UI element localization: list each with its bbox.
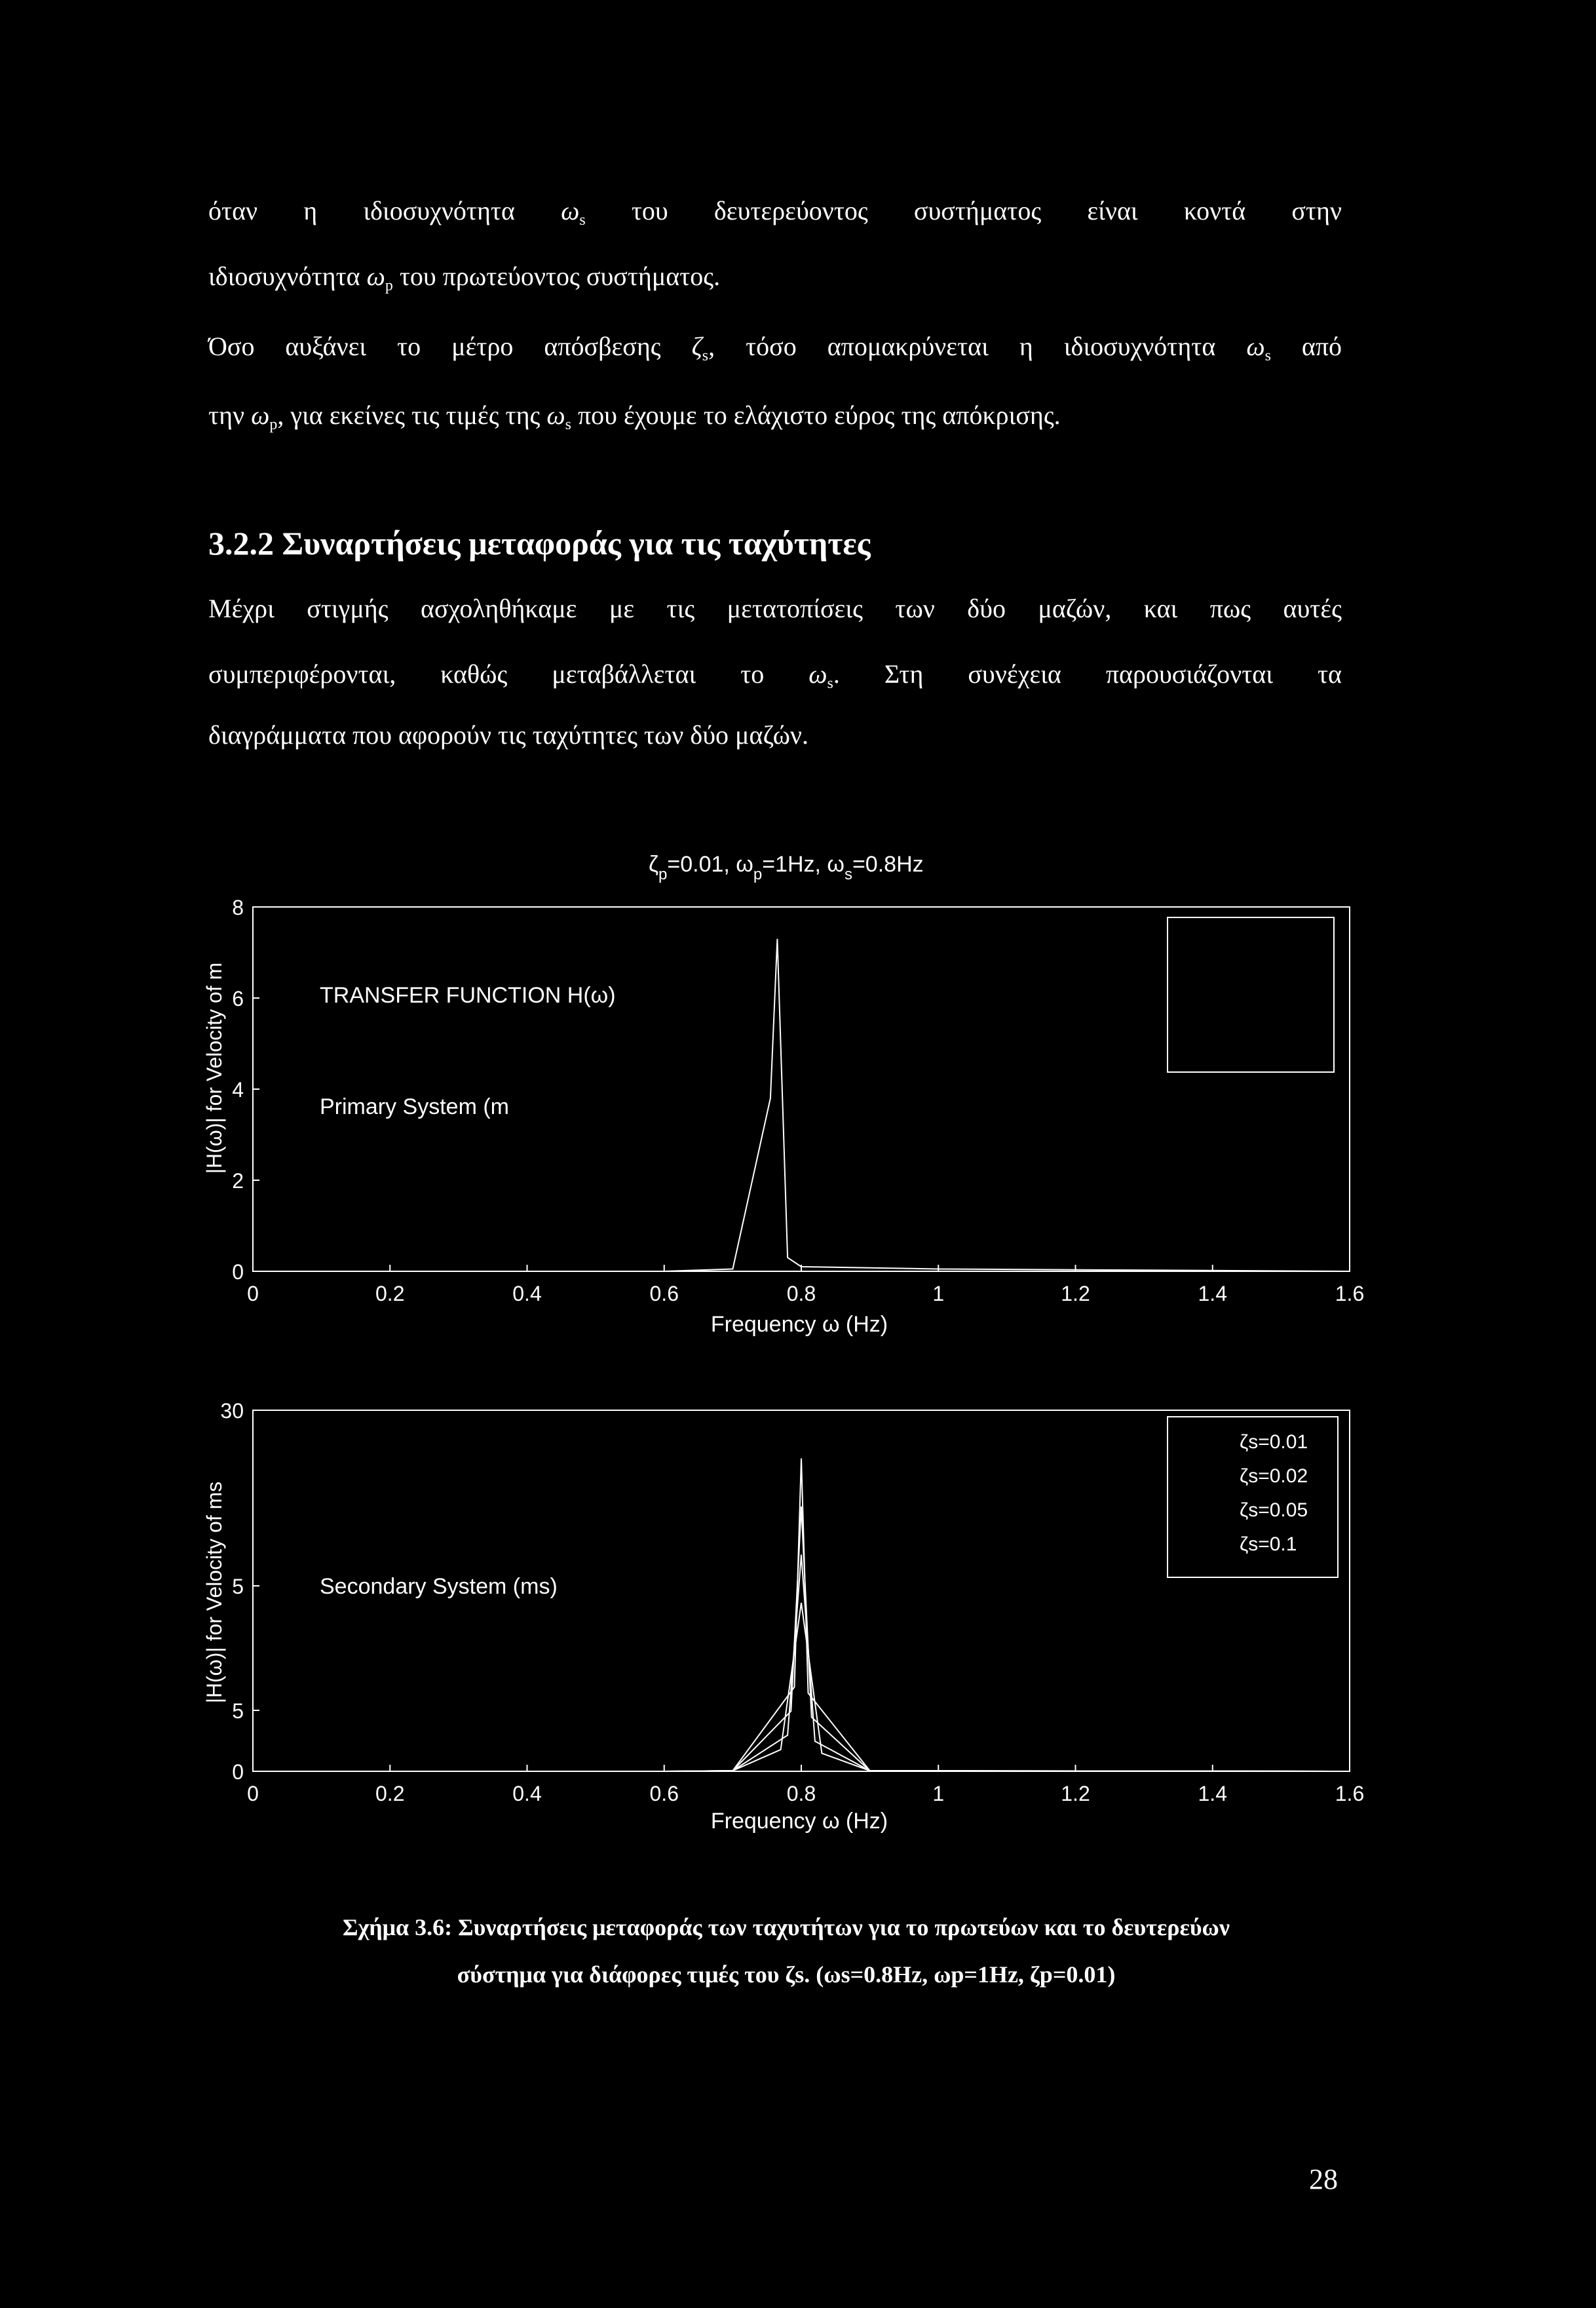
text-fragment: ιδιοσυχνότητα bbox=[208, 261, 360, 291]
text-fragment: , τόσο απομακρύνεται η ιδιοσυχνότητα bbox=[708, 332, 1216, 361]
subscript: s bbox=[579, 212, 586, 229]
section-line-3: διαγράμματα που αφορούν τις ταχύτητες των δύο μαζών. bbox=[208, 720, 808, 750]
x-tick-label: 1.4 bbox=[1198, 1782, 1227, 1805]
x-tick-label: 1.2 bbox=[1061, 1282, 1090, 1305]
legend-entry: ζs=0.02 bbox=[1240, 1465, 1308, 1487]
annotation-secondary-system: Secondary System (ms) bbox=[320, 1574, 558, 1599]
text-fragment: που έχουμε το ελάχιστο εύρος της απόκρισης. bbox=[577, 400, 1061, 430]
text-fragment: . Στη συνέχεια παρουσιάζονται τα bbox=[833, 659, 1342, 689]
paragraph-1-line-2 bbox=[208, 261, 1342, 295]
subscript: s bbox=[565, 416, 571, 433]
subscript: p bbox=[269, 416, 278, 433]
secondary-velocity-chart bbox=[0, 1376, 1596, 1848]
omega-symbol: ω bbox=[546, 400, 565, 430]
section-heading: 3.2.2 Συναρτήσεις μεταφοράς για τις ταχύτητες bbox=[208, 525, 871, 562]
subscript: p bbox=[385, 277, 393, 294]
omega-symbol: ω bbox=[1246, 332, 1265, 361]
primary-velocity-chart bbox=[0, 839, 1596, 1337]
x-tick-label: 1.6 bbox=[1335, 1782, 1365, 1805]
x-tick-label: 1.2 bbox=[1061, 1782, 1090, 1805]
x-tick-label: 1 bbox=[932, 1782, 945, 1805]
y-tick-label: 30 bbox=[220, 1399, 244, 1423]
y-tick-label: 0 bbox=[232, 1260, 244, 1284]
text-fragment: , για εκείνες τις τιμές της bbox=[277, 400, 541, 430]
annotation-transfer-function: TRANSFER FUNCTION H(ω) bbox=[320, 983, 616, 1008]
subscript: s bbox=[1264, 347, 1271, 364]
y-tick-label: 5 bbox=[232, 1575, 244, 1598]
x-tick-label: 0.6 bbox=[649, 1782, 679, 1805]
omega-symbol: ω bbox=[808, 659, 827, 689]
plot-frame bbox=[253, 907, 1350, 1271]
text-fragment: όταν η ιδιοσυχνότητα bbox=[208, 196, 515, 225]
paragraph-1-line-1 bbox=[208, 195, 1342, 229]
x-tick-label: 0 bbox=[247, 1282, 259, 1305]
x-tick-label: 0 bbox=[247, 1782, 259, 1805]
paragraph-2-line-2 bbox=[208, 400, 1342, 434]
text-fragment: του πρωτεύοντος συστήματος. bbox=[399, 261, 721, 291]
legend-box bbox=[1168, 917, 1334, 1072]
y-axis-label: |H(ω)| for Velocity of ms bbox=[202, 1481, 226, 1704]
text-fragment: του δευτερεύοντος συστήματος είναι κοντά στην bbox=[631, 196, 1342, 225]
figure-caption-line-1: Σχήμα 3.6: Συναρτήσεις μεταφοράς των ταχυτήτων για το πρωτεύων και το δευτερεύων bbox=[343, 1914, 1230, 1940]
paragraph-2-line-1 bbox=[208, 331, 1342, 365]
text-fragment: Όσο αυξάνει το μέτρο απόσβεσης bbox=[208, 332, 661, 361]
legend-entry: ζs=0.05 bbox=[1240, 1499, 1308, 1521]
annotation-primary-system: Primary System (m bbox=[320, 1094, 509, 1119]
figure-caption-line-2: σύστημα για διάφορες τιμές του ζs. (ωs=0.8Hz, ωp=1Hz, ζp=0.01) bbox=[457, 1961, 1116, 1988]
y-tick-label: 4 bbox=[232, 1078, 244, 1102]
y-tick-label: 8 bbox=[232, 896, 244, 919]
x-tick-label: 1.4 bbox=[1198, 1282, 1227, 1305]
x-axis-label: Frequency ω (Hz) bbox=[710, 1809, 888, 1834]
legend-entry: ζs=0.1 bbox=[1240, 1533, 1297, 1555]
subscript: s bbox=[702, 347, 709, 364]
x-axis-label: Frequency ω (Hz) bbox=[710, 1312, 888, 1337]
x-tick-label: 0.2 bbox=[375, 1782, 405, 1805]
omega-symbol: ω bbox=[561, 196, 580, 225]
series-line-1 bbox=[253, 1459, 1350, 1772]
series-line-2 bbox=[253, 1507, 1350, 1771]
x-tick-label: 0.2 bbox=[375, 1282, 405, 1305]
x-tick-label: 0.8 bbox=[786, 1282, 816, 1305]
legend-entry: ζs=0.01 bbox=[1240, 1431, 1308, 1453]
text-fragment: την bbox=[208, 400, 245, 430]
x-tick-label: 0.4 bbox=[512, 1282, 542, 1305]
y-tick-label: 6 bbox=[232, 987, 244, 1010]
y-tick-label: 5 bbox=[232, 1699, 244, 1723]
section-line-2 bbox=[208, 659, 1342, 693]
chart-title: $\zeta_p=0.01$, $\omega_p=1Hz$, $\omega_s=0.8Hz$ bbox=[649, 852, 924, 883]
section-line-1: Μέχρι στιγμής ασχοληθήκαμε με τις μετατοπίσεις των δύο μαζών, και πως αυτές bbox=[208, 594, 1342, 623]
page-number: 28 bbox=[1309, 2163, 1338, 2195]
omega-symbol: ω bbox=[366, 261, 385, 291]
text-fragment: από bbox=[1301, 332, 1342, 361]
x-tick-label: 0.4 bbox=[512, 1782, 542, 1805]
omega-symbol: ω bbox=[251, 400, 270, 430]
y-tick-label: 0 bbox=[232, 1760, 244, 1784]
x-tick-label: 1.6 bbox=[1335, 1282, 1365, 1305]
text-fragment: συμπεριφέρονται, καθώς μεταβάλλεται το bbox=[208, 659, 765, 689]
x-tick-label: 0.6 bbox=[649, 1282, 679, 1305]
subscript: s bbox=[827, 675, 833, 692]
series-line-4 bbox=[253, 1603, 1350, 1771]
x-tick-label: 0.8 bbox=[786, 1782, 816, 1805]
y-axis-label: |H(ω)| for Velocity of m bbox=[202, 962, 226, 1174]
x-tick-label: 1 bbox=[932, 1282, 945, 1305]
zeta-symbol: ζ bbox=[691, 332, 702, 361]
y-tick-label: 2 bbox=[232, 1169, 244, 1193]
